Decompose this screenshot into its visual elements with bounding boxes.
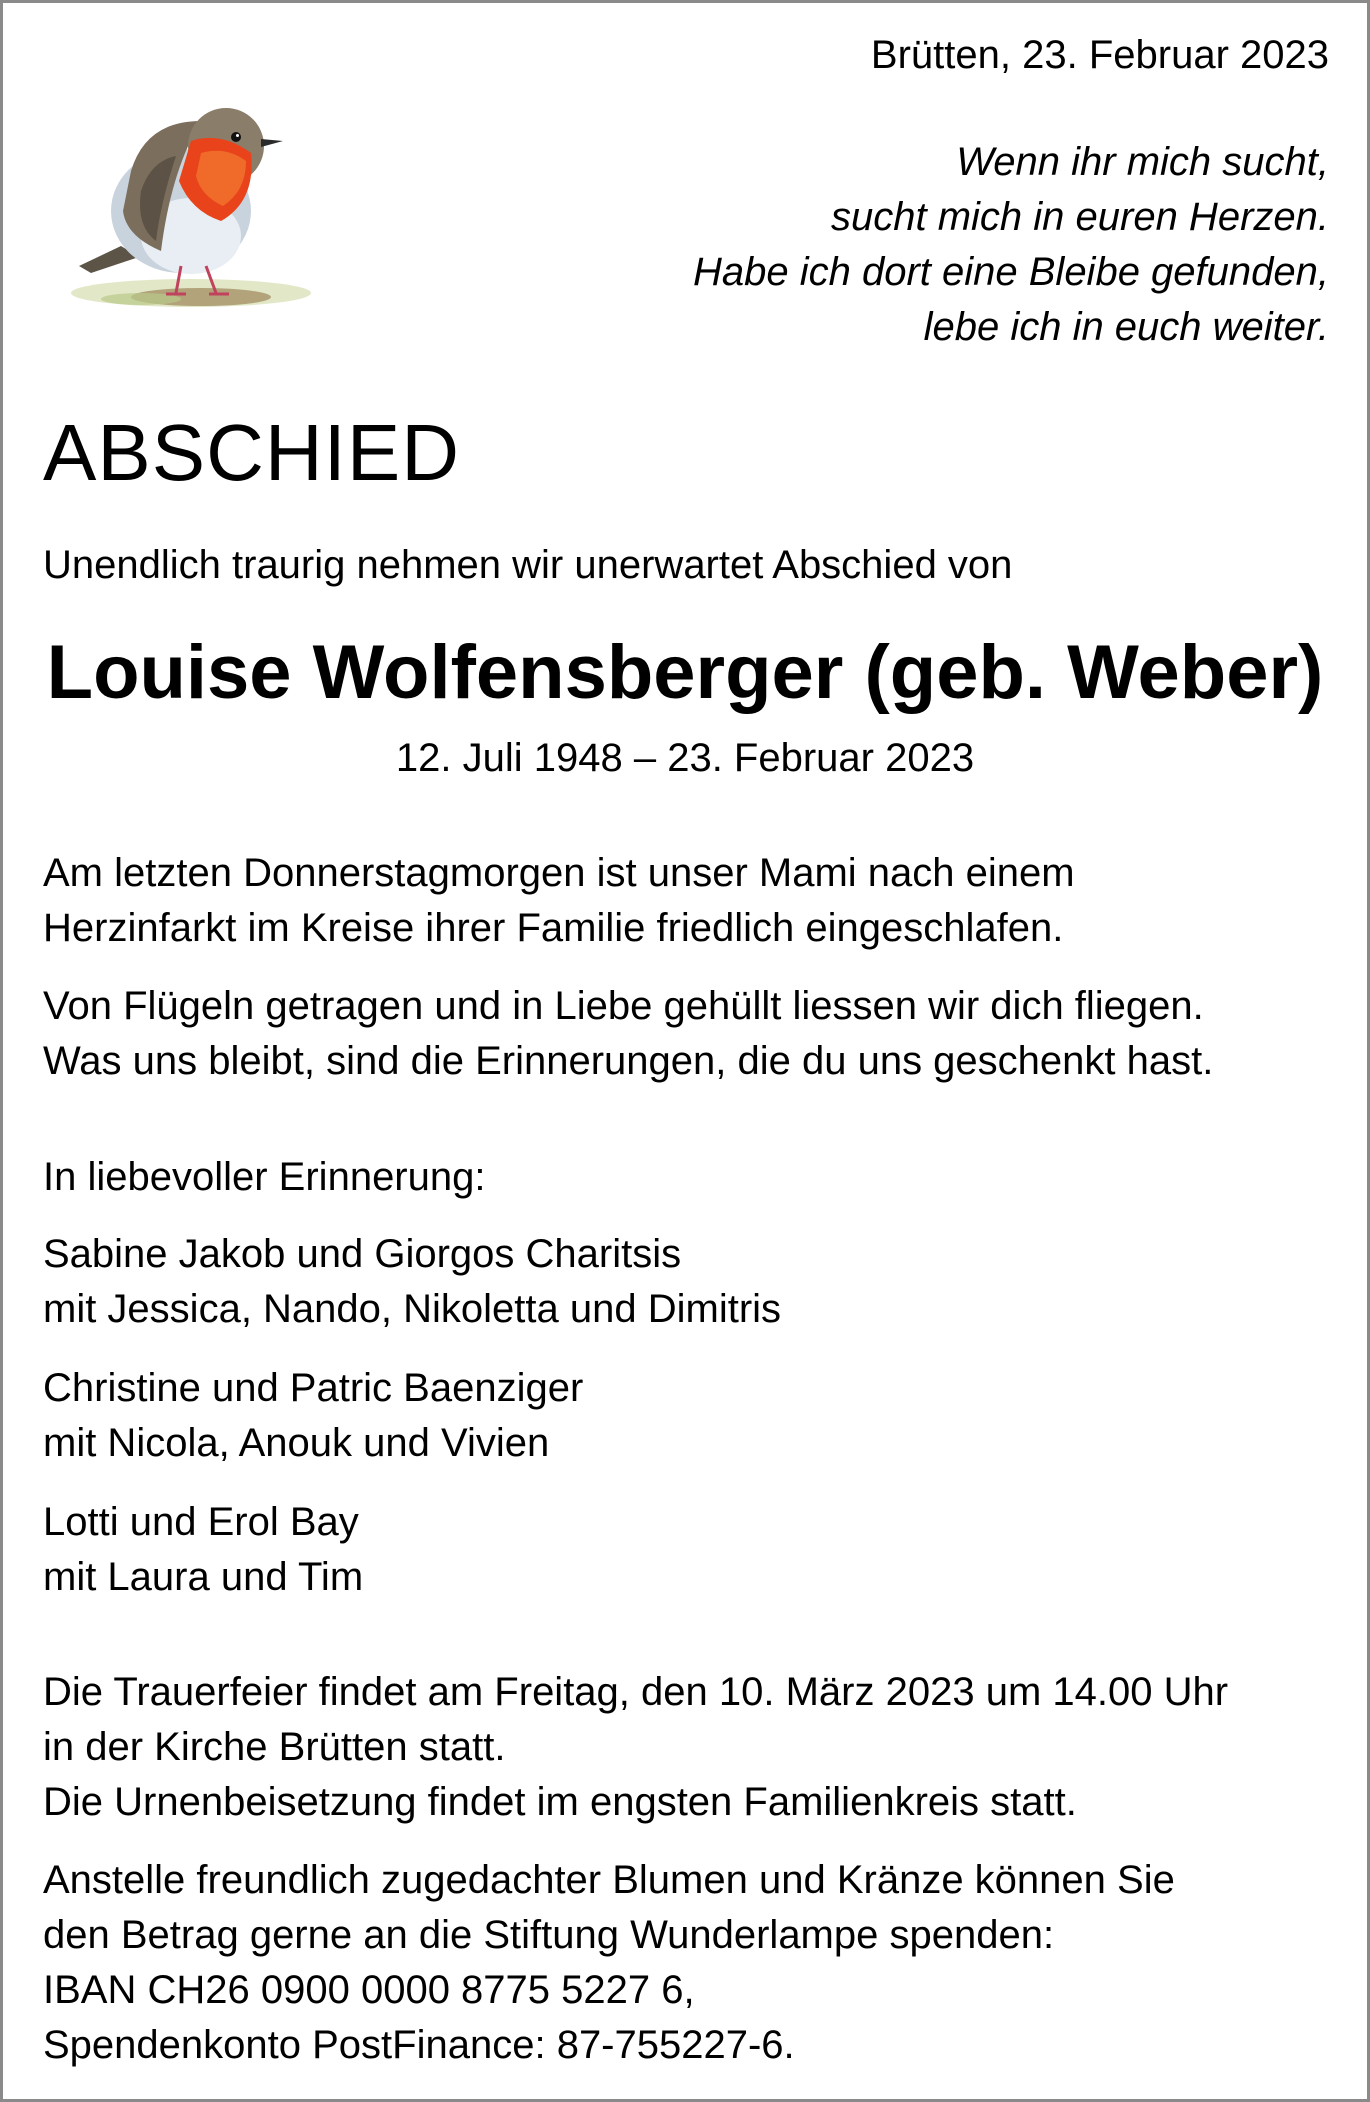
text-line: IBAN CH26 0900 0000 8775 5227 6, [43, 1968, 695, 2012]
page-heading: ABSCHIED [43, 408, 460, 497]
intro-text: Unendlich traurig nehmen wir unerwartet Abschied von [43, 543, 1013, 587]
place-date: Brütten, 23. Februar 2023 [870, 33, 1329, 77]
text-line: Die Urnenbeisetzung findet im engsten Familienkreis statt. [43, 1780, 1077, 1824]
text-line: Spendenkonto PostFinance: 87-755227-6. [43, 2023, 795, 2067]
poem-line: sucht mich in euren Herzen. [830, 195, 1329, 239]
text-line: Lotti und Erol Bay [43, 1500, 359, 1544]
ceremony-info [43, 1665, 1228, 1830]
text-line: mit Laura und Tim [43, 1555, 364, 1599]
text-line: den Betrag gerne an die Stiftung Wunderlampe spenden: [43, 1913, 1055, 1957]
text-line: mit Jessica, Nando, Nikoletta und Dimitris [43, 1287, 782, 1331]
text-line: Sabine Jakob und Giorgos Charitsis [43, 1232, 682, 1276]
text-line: Herzinfarkt im Kreise ihrer Familie friedlich eingeschlafen. [43, 906, 1064, 950]
mourners-label [43, 1150, 485, 1205]
message-paragraph-1 [43, 846, 1075, 956]
poem-line: Habe ich dort eine Bleibe gefunden, [692, 250, 1329, 294]
text-line: Die Trauerfeier findet am Freitag, den 10. März 2023 um 14.00 Uhr [43, 1670, 1229, 1714]
text-line: Anstelle freundlich zugedachter Blumen und Kränze können Sie [43, 1858, 1175, 1902]
mourner-family-1 [43, 1227, 781, 1337]
text-line: In liebevoller Erinnerung: [43, 1155, 486, 1199]
text-line: Was uns bleibt, sind die Erinnerungen, die du uns geschenkt hast. [43, 1039, 1214, 1083]
poem [693, 135, 1329, 355]
donation-info [43, 1853, 1175, 2073]
message-paragraph-2 [43, 979, 1213, 1089]
text-line: in der Kirche Brütten statt. [43, 1725, 506, 1769]
lifespan-dates: 12. Juli 1948 – 23. Februar 2023 [395, 736, 975, 780]
mourner-family-2 [43, 1361, 583, 1471]
text-line: Christine und Patric Baenziger [43, 1366, 584, 1410]
poem-line: lebe ich in euch weiter. [923, 305, 1329, 349]
text-line: Am letzten Donnerstagmorgen ist unser Mami nach einem [43, 851, 1075, 895]
poem-line: Wenn ihr mich sucht, [956, 140, 1329, 184]
robin-icon [51, 61, 331, 351]
deceased-name: Louise Wolfensberger (geb. Weber) [46, 630, 1324, 715]
text-line: Von Flügeln getragen und in Liebe gehüllt liessen wir dich fliegen. [43, 984, 1204, 1028]
mourner-family-3 [43, 1495, 363, 1605]
text-line: mit Nicola, Anouk und Vivien [43, 1421, 550, 1465]
